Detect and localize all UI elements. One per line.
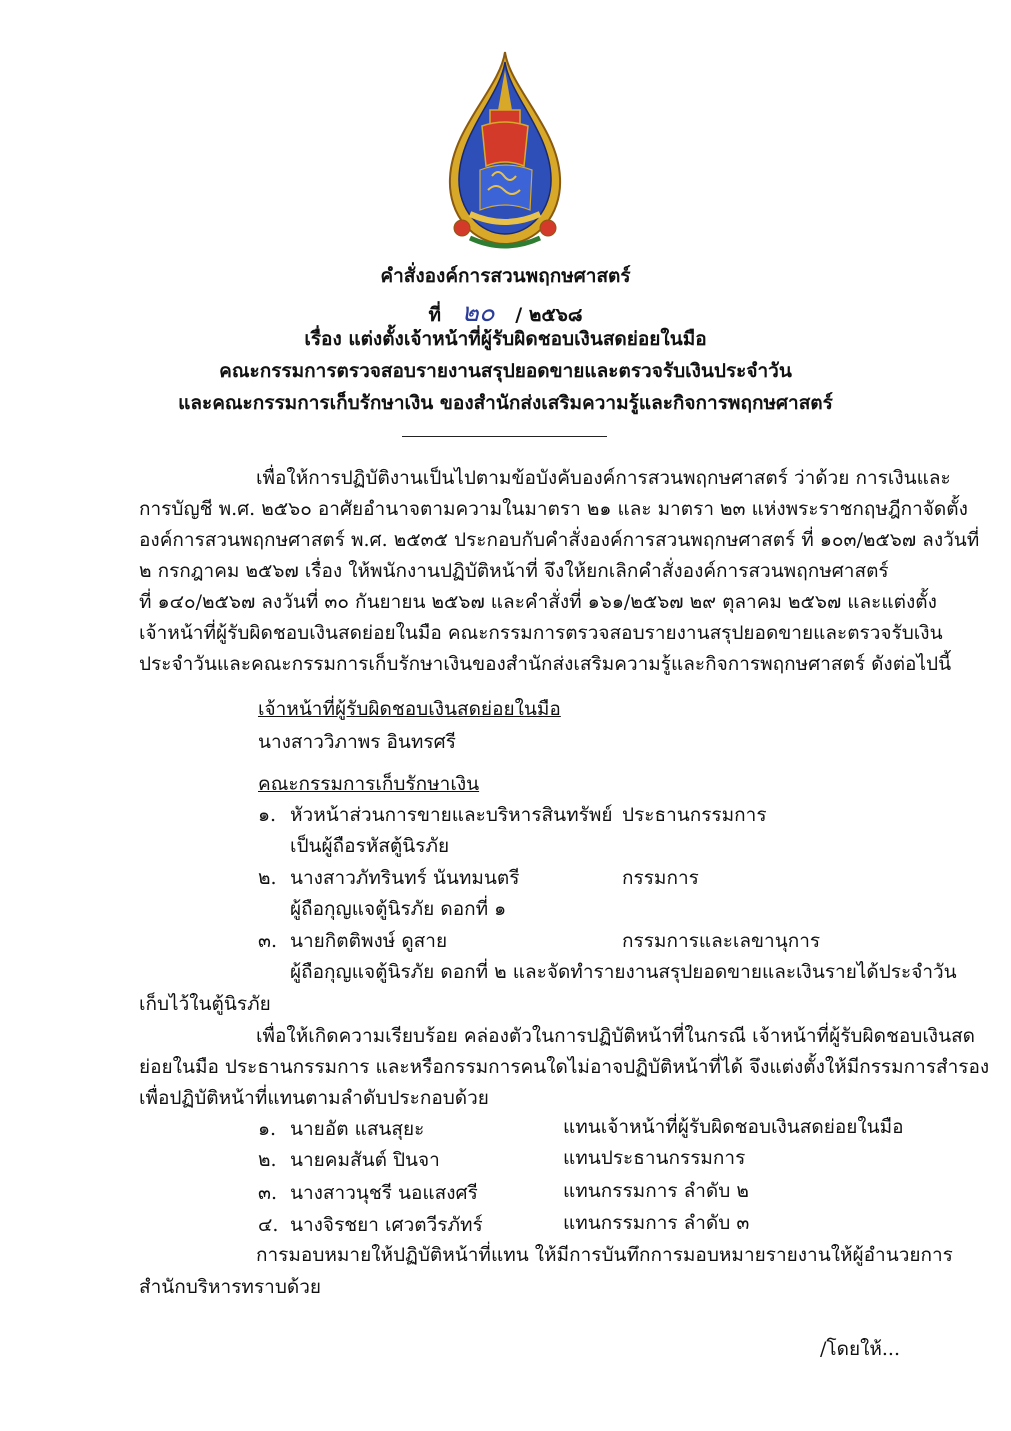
number-year: / ๒๕๖๘ — [515, 304, 583, 326]
closing-line: การมอบหมายให้ปฏิบัติหน้าที่แทน ให้มีการบันทึกการมอบหมายรายงานให้ผู้อำนวยการ — [256, 1244, 953, 1266]
intro-line: ประจำวันและคณะกรรมการเก็บรักษาเงินของสำนักส่งเสริมความรู้และกิจการพฤกษศาสตร์ ดังต่อไปนี้ — [139, 653, 952, 675]
substitute-num: ๑. — [258, 1118, 277, 1140]
committee-member-note: ผู้ถือกุญแจตู้นิรภัย ดอกที่ ๑ — [290, 898, 507, 920]
divider — [402, 436, 607, 437]
substitute-role: แทนกรรมการ ลำดับ ๓ — [563, 1212, 750, 1234]
intro-line: การบัญชี พ.ศ. ๒๕๖๐ อาศัยอำนาจตามความในมาตรา ๒๑ และ มาตรา ๒๓ แห่งพระราชกฤษฎีกาจัดตั้ง — [139, 498, 968, 520]
intro-line: เพื่อให้การปฏิบัติงานเป็นไปตามข้อบังคับองค์การสวนพฤกษศาสตร์ ว่าด้วย การเงินและ — [256, 467, 951, 489]
substitute-num: ๓. — [258, 1182, 278, 1204]
committee-member-role: กรรมการและเลขานุการ — [622, 930, 821, 952]
committee-member-name: นายกิตติพงษ์ ดูสาย — [290, 930, 448, 952]
closing-line: สำนักบริหารทราบด้วย — [139, 1276, 322, 1298]
committee-member-name: นางสาวภัทรินทร์ นันทมนตรี — [290, 867, 520, 889]
petty-cash-heading: เจ้าหน้าที่ผู้รับผิดชอบเงินสดย่อยในมือ — [258, 698, 561, 720]
committee-member-num: ๑. — [258, 804, 277, 826]
committee-member-role: ประธานกรรมการ — [622, 804, 767, 826]
handwritten-number: ๒๐ — [461, 298, 495, 328]
substitute-name: นางสาวนุชรี นอแสงศรี — [290, 1182, 478, 1204]
substitute-num: ๔. — [258, 1214, 279, 1236]
substitute-role: แทนกรรมการ ลำดับ ๒ — [563, 1180, 749, 1202]
substitute-name: นางจิรชยา เศวตวีรภัทร์ — [290, 1214, 483, 1236]
intro-line: องค์การสวนพฤกษศาสตร์ พ.ศ. ๒๕๓๕ ประกอบกับคำสั่งองค์การสวนพฤกษศาสตร์ ที่ ๑๐๓/๒๕๖๗ ลงวันที่ — [139, 529, 980, 551]
committee-member-num: ๓. — [258, 930, 278, 952]
committee-member-role: กรรมการ — [622, 867, 699, 889]
substitute-role: แทนประธานกรรมการ — [563, 1147, 746, 1169]
subject-line-2: คณะกรรมการตรวจสอบรายงานสรุปยอดขายและตรวจรับเงินประจำวัน — [219, 360, 792, 382]
substitute-role: แทนเจ้าหน้าที่ผู้รับผิดชอบเงินสดย่อยในมือ — [563, 1116, 904, 1138]
subject-line-3: และคณะกรรมการเก็บรักษาเงิน ของสำนักส่งเสริมความรู้และกิจการพฤกษศาสตร์ — [178, 392, 833, 414]
intro-line: ๒ กรกฎาคม ๒๕๖๗ เรื่อง ให้พนักงานปฏิบัติหน้าที่ จึงให้ยกเลิกคำสั่งองค์การสวนพฤกษศาสตร์ — [139, 560, 889, 582]
subject-line-1: เรื่อง แต่งตั้งเจ้าหน้าที่ผู้รับผิดชอบเงินสดย่อยในมือ — [304, 328, 707, 350]
committee-heading: คณะกรรมการเก็บรักษาเงิน — [258, 773, 480, 795]
intro-line: เจ้าหน้าที่ผู้รับผิดชอบเงินสดย่อยในมือ คณะกรรมการตรวจสอบรายงานสรุปยอดขายและตรวจรับเงิน — [139, 622, 943, 644]
petty-cash-officer-name: นางสาววิภาพร อินทรศรี — [258, 731, 456, 753]
committee-note-continuation: เก็บไว้ในตู้นิรภัย — [139, 993, 271, 1015]
intro-line: ที่ ๑๔๐/๒๕๖๗ ลงวันที่ ๓๐ กันยายน ๒๕๖๗ และคำสั่งที่ ๑๖๑/๒๕๖๗ ๒๙ ตุลาคม ๒๕๖๗ และแต่งตั้ง — [139, 591, 937, 613]
botanical-garden-emblem-icon — [440, 48, 570, 258]
committee-member-name: หัวหน้าส่วนการขายและบริหารสินทรัพย์ — [290, 804, 613, 826]
substitutes-line: ย่อยในมือ ประธานกรรมการ และหรือกรรมการคนใดไม่อาจปฏิบัติหน้าที่ได้ จึงแต่งตั้งให้มีกรรมการสำรอง — [139, 1056, 990, 1078]
committee-member-num: ๒. — [258, 867, 277, 889]
substitute-name: นายอัต แสนสุยะ — [290, 1118, 425, 1140]
order-title: คำสั่งองค์การสวนพฤกษศาสตร์ — [380, 265, 631, 287]
substitutes-line: เพื่อปฏิบัติหน้าที่แทนตามลำดับประกอบด้วย — [139, 1087, 489, 1109]
substitute-num: ๒. — [258, 1149, 277, 1171]
continued-marker: /โดยให้... — [820, 1338, 900, 1360]
substitutes-line: เพื่อให้เกิดความเรียบร้อย คล่องตัวในการปฏิบัติหน้าที่ในกรณี เจ้าหน้าที่ผู้รับผิดชอบเงินสด — [256, 1025, 976, 1047]
committee-member-note: เป็นผู้ถือรหัสตู้นิรภัย — [290, 835, 450, 857]
committee-member-note: ผู้ถือกุญแจตู้นิรภัย ดอกที่ ๒ และจัดทำรายงานสรุปยอดขายและเงินรายได้ประจำวัน — [290, 961, 957, 983]
number-prefix: ที่ — [428, 304, 442, 326]
substitute-name: นายคมสันต์ ปินจา — [290, 1149, 440, 1171]
